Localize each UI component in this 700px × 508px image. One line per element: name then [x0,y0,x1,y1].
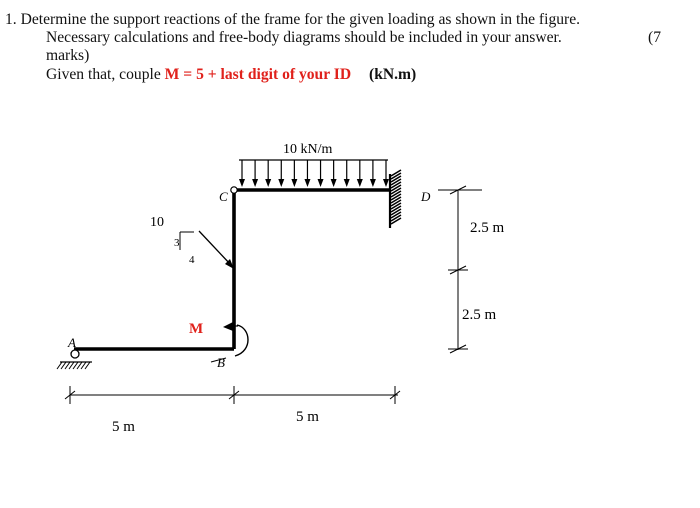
udl-arrow [252,160,258,187]
ground-hatch [57,362,90,369]
inclined-force [150,215,234,269]
force-line [199,231,231,265]
label-b: B [217,355,225,370]
support-a [57,335,92,369]
udl-arrow [383,160,389,187]
udl-arrow [357,160,363,187]
label-c: C [219,189,228,204]
udl-arrow [318,160,324,187]
question-line-2: Necessary calculations and free-body diagrams should be included in your answer. [46,29,562,46]
udl-arrow [239,160,245,187]
udl-arrow [265,160,271,187]
vertical-dimension [438,186,505,353]
couple-unit: (kN.m) [369,66,417,83]
udl-arrow [278,160,284,187]
udl-label: 10 kN/m [283,142,333,157]
slope-label-4: 4 [189,254,195,266]
dimension-upper-label: 2.5 m [470,220,505,236]
question-marks-open: (7 [648,29,661,46]
label-a: A [68,335,76,350]
moment-arc [235,325,248,356]
distributed-load [239,142,389,187]
fixed-support-d [390,170,401,228]
support-pin [71,350,79,358]
wall-hatch [391,170,401,224]
dimension-lower-label: 2.5 m [462,307,497,323]
udl-arrow [304,160,310,187]
udl-arrows [239,160,389,187]
force-label: 10 [150,215,164,230]
slope-label-3: 3 [174,237,180,249]
udl-arrow [370,160,376,187]
udl-arrow [331,160,337,187]
label-d: D [421,189,431,204]
udl-arrow [344,160,350,187]
udl-arrow [291,160,297,187]
dimension-left-label: 5 m [112,419,135,435]
question-line-3: marks) [46,47,90,64]
question-line-1: 1. Determine the support reactions of the frame for the given loading as shown in the figure. [5,11,581,28]
couple-expression: M = 5 + last digit of your ID [164,66,352,83]
dimension-right-label: 5 m [296,409,319,425]
hinge-c [231,187,237,193]
moment-label: M [189,321,204,337]
given-prefix: Given that, couple [46,66,161,83]
horizontal-dimension [65,386,400,435]
